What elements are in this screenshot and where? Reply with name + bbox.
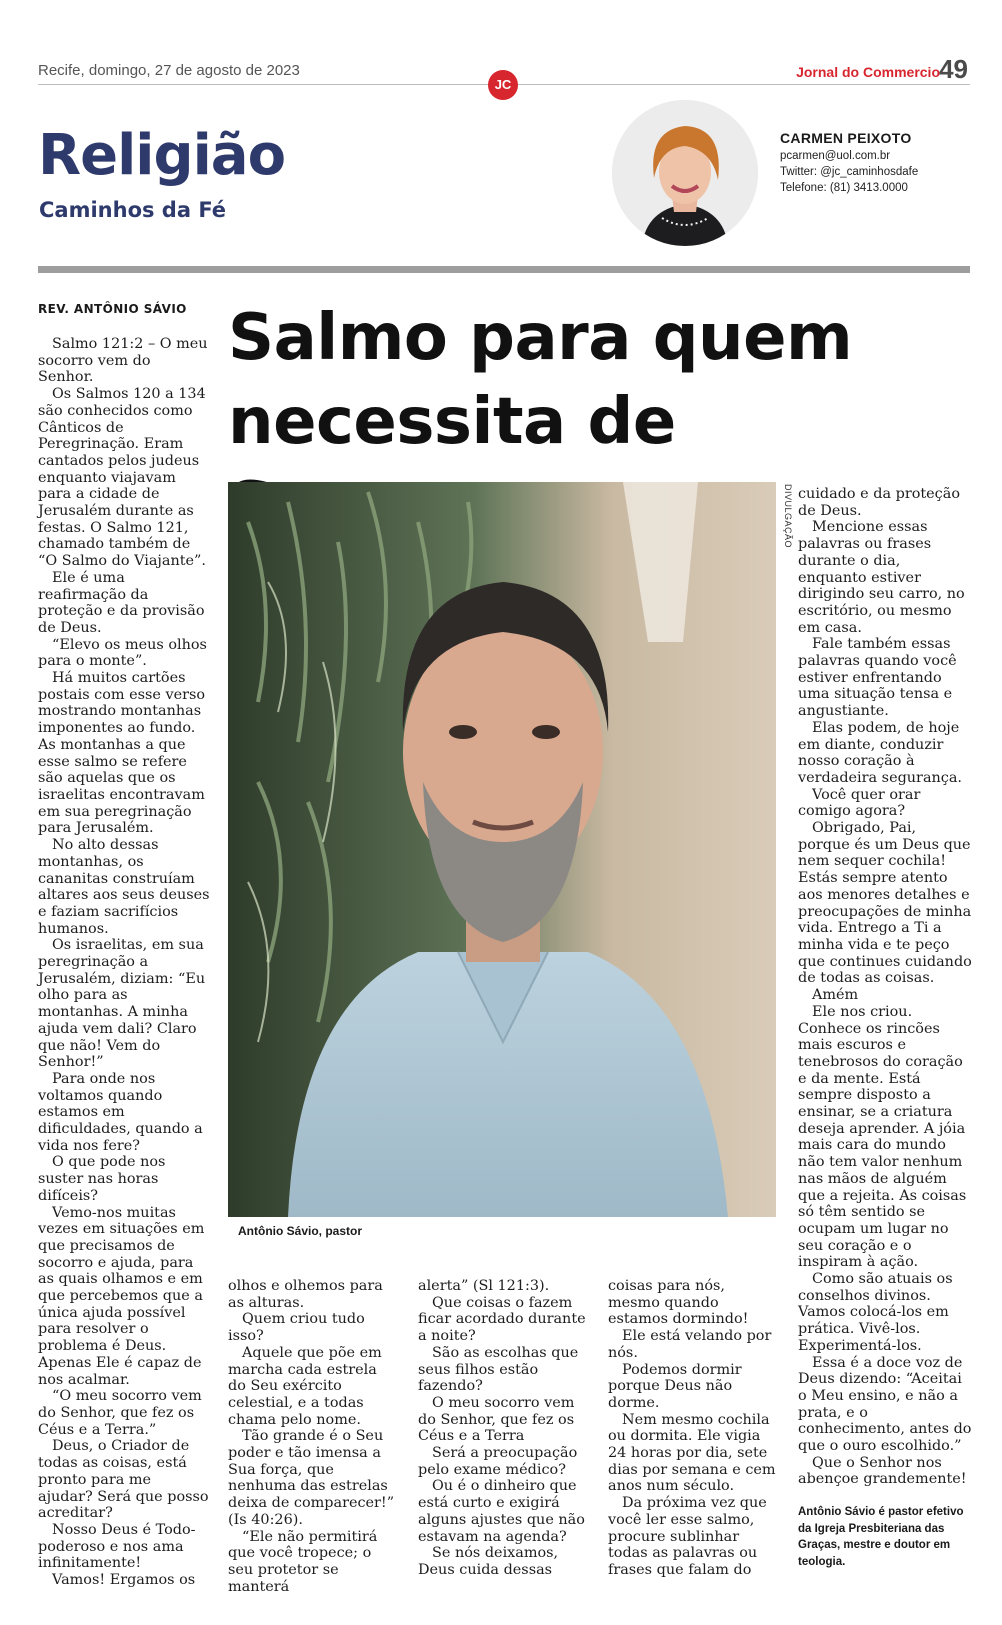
section-divider [38,266,970,273]
photo-credit: DIVULGAÇÃO [783,484,793,549]
paragraph: Podemos dormir porque Deus não dorme. [608,1361,742,1411]
paragraph: Ou é o dinheiro que está curto e exigirá alguns ajustes que não estavam na agenda? [418,1478,585,1545]
columnist-avatar [612,100,758,246]
newspaper-name: Jornal do Commercio [796,64,940,80]
paragraph: Será a preocupação pelo exame médico? [418,1445,578,1478]
paragraph: O que pode nos suster nas horas difíceis? [38,1154,166,1204]
paragraph: Nem mesmo cochila ou dormita. Ele vigia 24 horas por dia, sete dias por semana e cem anos num século. [608,1411,776,1495]
edition-date: Recife, domingo, 27 de agosto de 2023 [38,62,300,79]
author-bio: Antônio Sávio é pastor efetivo da Igreja Presbiteriana das Graças, mestre e doutor em teologia. [798,1506,964,1568]
paragraph: “O meu socorro vem do Senhor, que fez os Céus e a Terra.” [38,1388,202,1438]
article-column-5 [798,486,972,1488]
paragraph: Quem criou tudo isso? [228,1311,365,1345]
article-photo [228,482,776,1217]
paragraph: coisas para nós, mesmo quando estamos dormindo! [608,1278,749,1328]
paragraph: Ele é uma reafirmação da proteção e da provisão de Deus. [38,569,205,636]
paragraph: Salmo 121:2 – O meu socorro vem do Senhor. [38,336,208,386]
paragraph: Os Salmos 120 a 134 são conhecidos como Cânticos de Peregrinação. Eram cantados pelos judeus enquanto viajavam para a cidade de Jerusalém durante as festas. O Salmo 121, chamado também de “O Salmo do Viajante”. [38,386,206,570]
article-column-4 [608,1278,776,1579]
columnist-name: CARMEN PEIXOTO [780,130,912,146]
article-column-1 [38,336,210,1589]
paragraph: Nosso Deus é Todo-poderoso e nos ama infinitamente! [38,1521,196,1572]
paragraph: cuidado e da proteção de Deus. [798,486,960,519]
columnist-twitter: Twitter: @jc_caminhosdafe [780,166,919,178]
paragraph: Amém [812,987,859,1004]
section-title: Religião [38,123,286,188]
portrait-icon [612,100,758,246]
paragraph: Que coisas o fazem ficar acordado durante a noite? [418,1294,586,1345]
paragraph: Mencione essas palavras ou frases durante o dia, enquanto estiver dirigindo seu carro, no escritório, ou mesmo em casa. [798,519,965,636]
paragraph: Vemo-nos muitas vezes em situações em que precisamos de socorro e ajuda, para as quais olhamos e em que percebemos que a única ajuda possível para resolver o problema é Deus. Apenas Ele é capaz de nos acalmar. [38,1204,205,1388]
photo-caption: Antônio Sávio, pastor [238,1224,363,1238]
article-byline: REV. ANTÔNIO SÁVIO [38,302,187,316]
paragraph: Você quer orar comigo agora? [798,786,921,820]
article-column-3 [418,1278,586,1579]
paragraph: Os israelitas, em sua peregrinação a Jerusalém, diziam: “Eu olho para as montanhas. A minha ajuda vem dali? Claro que não! Vem do Senhor!” [38,937,206,1071]
paragraph: alerta” (Sl 121:3). [418,1278,550,1294]
jc-logo: JC [488,70,518,100]
paragraph: Da próxima vez que você ler esse salmo, procure sublinhar todas as palavras ou frases que falam do [608,1495,767,1578]
paragraph: Obrigado, Pai, porque és um Deus que nem sequer cochila! Estás sempre atento aos menores detalhes e preocupações de minha vida. Entrego a Ti a minha vida e te peço que continues cuidando de todas as coisas. [798,820,972,987]
paragraph: Que o Senhor nos abençoe grandemente! [798,1454,967,1488]
paragraph: Fale também essas palavras quando você estiver enfrentando uma situação tensa e angustiante. [798,636,957,720]
paragraph: olhos e olhemos para as alturas. [228,1278,383,1311]
section-subtitle: Caminhos da Fé [39,198,227,222]
paragraph: Como são atuais os conselhos divinos. Vamos colocá-los em prática. Vivê-los. Experimentá-los. [798,1271,953,1354]
paragraph: Ele nos criou. Conhece os rincões mais escuros e tenebrosos do coração e da mente. Está sempre disposto a ensinar, se a criatura deseja aprender. A jóia mais cara do mundo não tem valor nenhum nas mãos de alguém que a rejeita. As coisas só têm sentido se ocupam um lugar no seu coração e o inspiram à ação. [798,1003,967,1271]
paragraph: “Ele não permitirá que você tropece; o seu protetor se manterá [228,1528,378,1595]
pastor-portrait-icon [228,482,776,1217]
paragraph: “Elevo os meus olhos para o monte”. [38,636,207,670]
columnist-phone: Telefone: (81) 3413.0000 [780,182,908,194]
paragraph: Para onde nos voltamos quando estamos em dificuldades, quando a vida nos fere? [38,1070,203,1154]
paragraph: Elas podem, de hoje em diante, conduzir nosso coração à verdadeira segurança. [798,719,963,786]
paragraph: Aquele que põe em marcha cada estrela do Seu exército celestial, e a todas chama pelo nome. [228,1344,382,1428]
paragraph: Se nós deixamos, Deus cuida dessas [418,1545,559,1578]
paragraph: No alto dessas montanhas, os cananitas construíam altares aos seus deuses e faziam sacrifícios humanos. [38,837,210,937]
paragraph: Deus, o Criador de todas as coisas, está pronto para me ajudar? Será que posso acreditar? [38,1438,209,1522]
headline-line-1: Salmo para quem [228,301,853,375]
paragraph: Tão grande é o Seu poder e tão imensa a Sua força, que nenhuma das estrelas deixa de comparecer!” (Is 40:26). [228,1428,395,1528]
page-number: 49 [939,54,968,84]
paragraph: O meu socorro vem do Senhor, que fez os Céus e a Terra [418,1394,575,1445]
paragraph: Essa é a doce voz de Deus dizendo: “Aceitai o Meu ensino, e não a prata, e o conhecimento, antes do que o ouro escolhido.” [798,1354,972,1455]
headline-line-2: necessita de [228,385,676,459]
paragraph: São as escolhas que seus filhos estão fazendo? [418,1344,579,1395]
paragraph: Vamos! Ergamos os [52,1572,196,1589]
article-column-2 [228,1278,396,1595]
columnist-email: pcarmen@uol.com.br [780,150,891,162]
paragraph: Há muitos cartões postais com esse verso mostrando montanhas imponentes ao fundo. As montanhas a que esse salmo se refere são aquelas que os israelitas encontravam em sua peregrinação para Jerusalém. [38,670,206,837]
paragraph: Ele está velando por nós. [608,1328,772,1361]
